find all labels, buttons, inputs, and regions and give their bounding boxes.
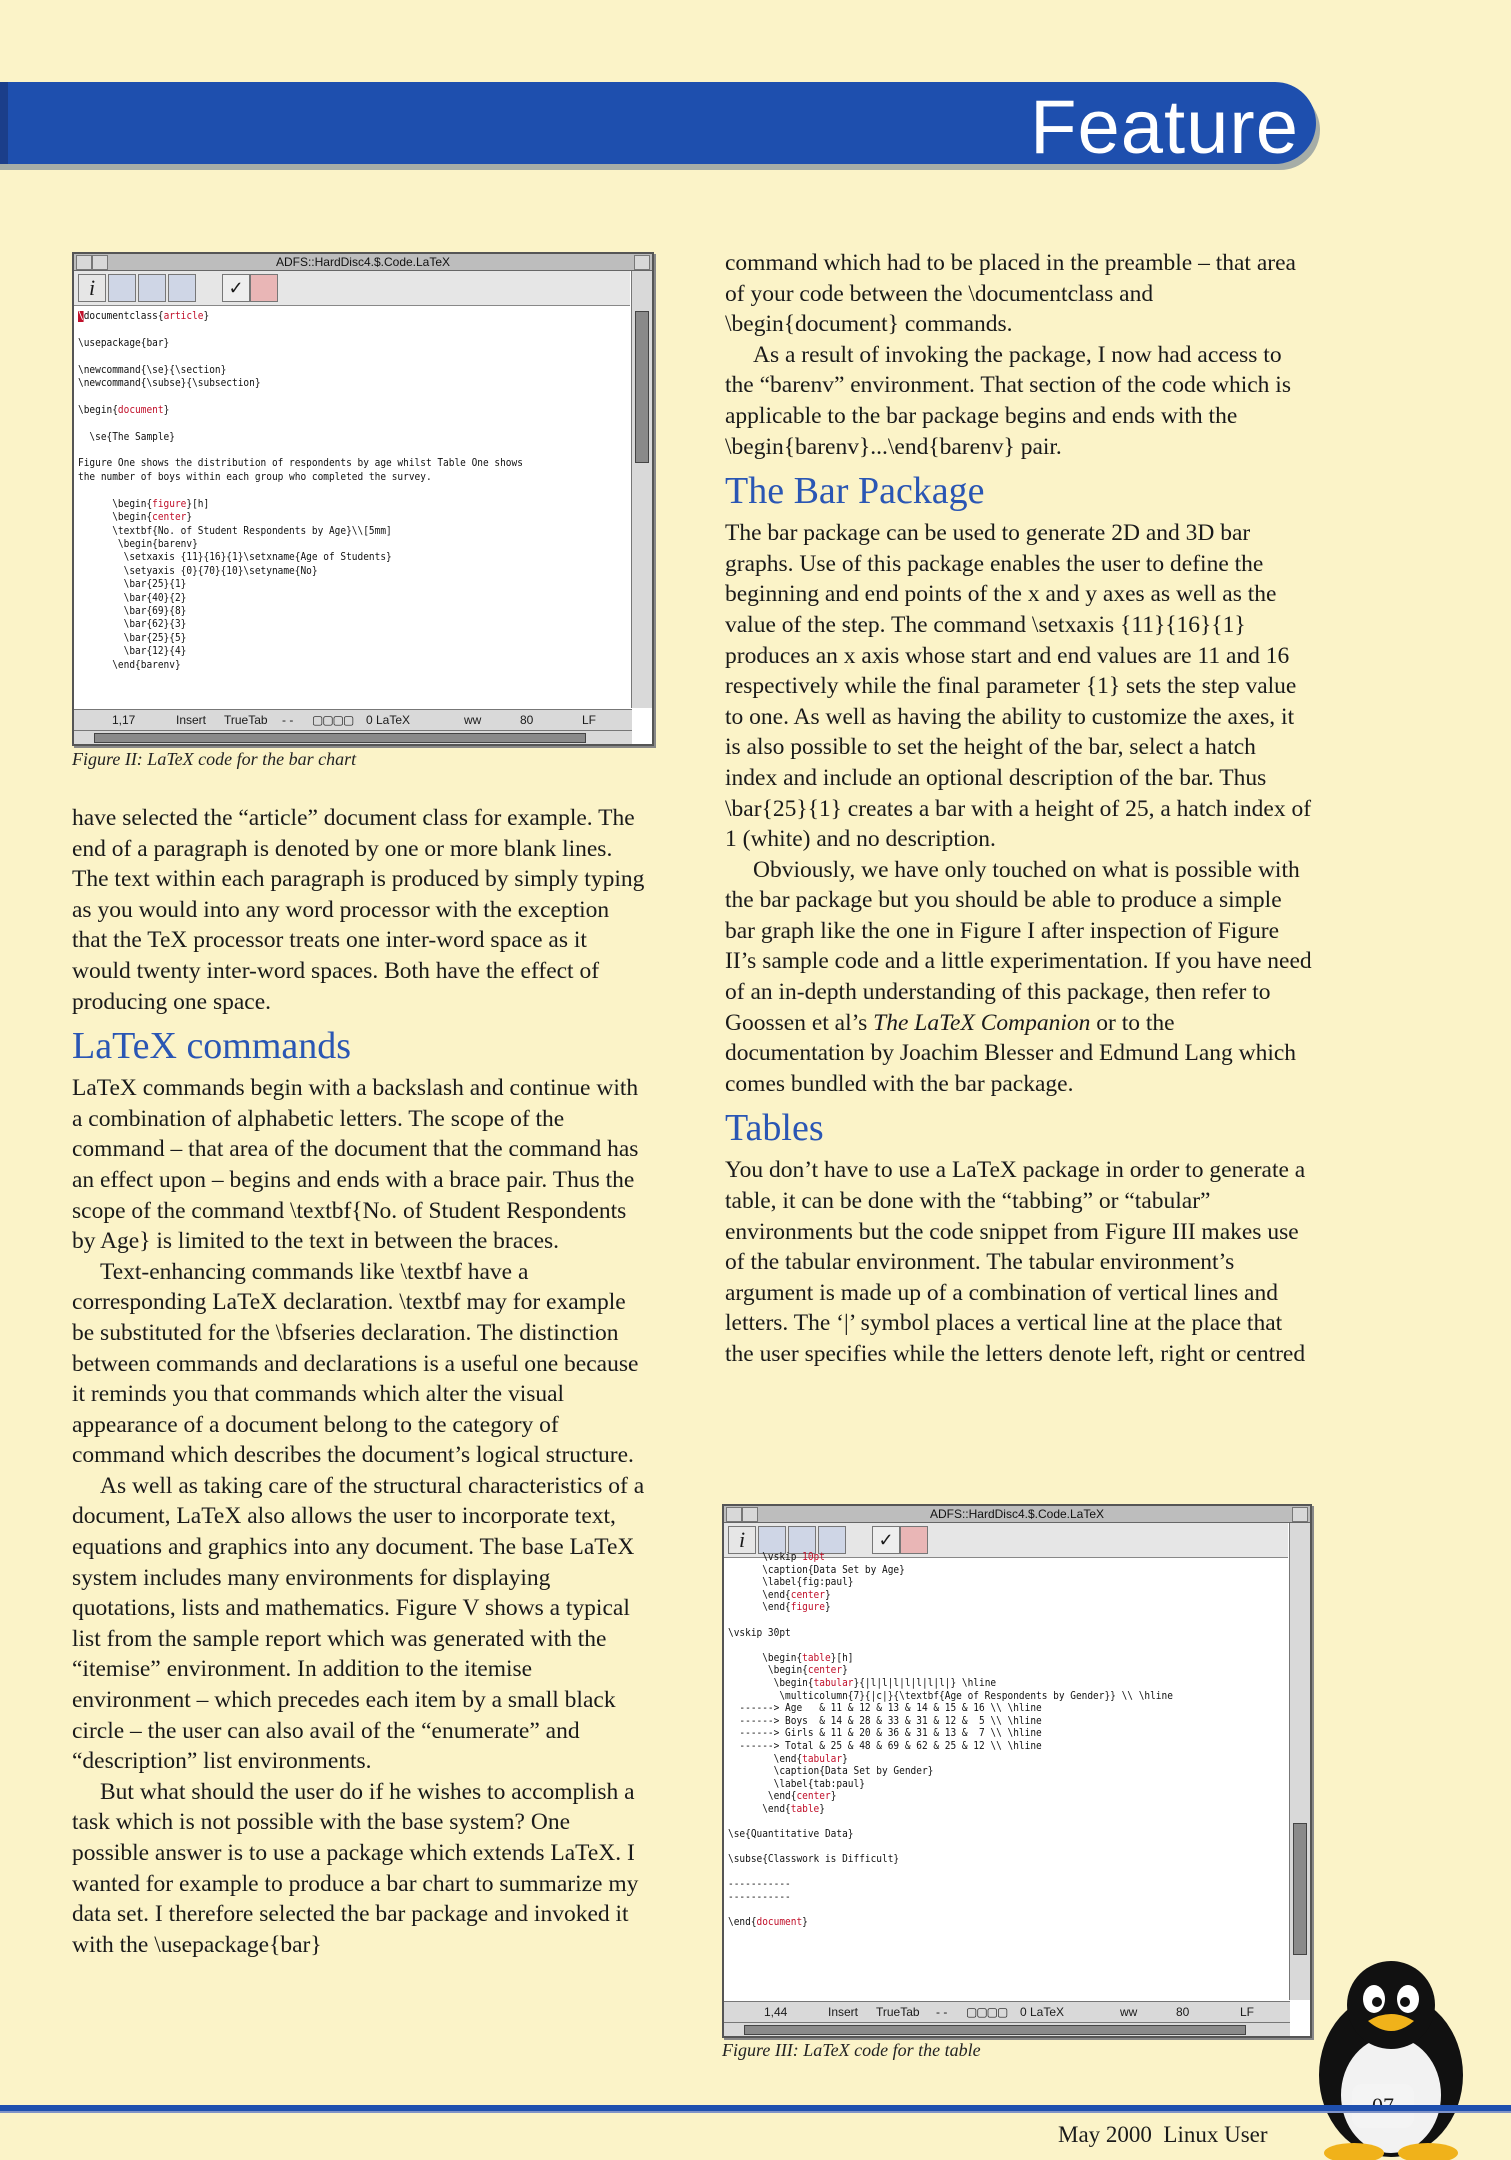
right-paragraph-5: You don’t have to use a LaTeX package in order to generate a table, it can be done with the “tabbing” or “tabular” environments but the code snippet from Figure III makes use of the tabular environment. The tabular environment’s argument is made up of a combination of vertical lines and letters. The ‘|’ symbol places a vertical line at the place that the user specifies while the letters denote left, right or centred xyxy=(725,1157,1306,1367)
right-paragraph-4 xyxy=(725,855,1313,1100)
left-column xyxy=(72,803,650,1960)
figure2-toolbar xyxy=(74,271,630,306)
left-paragraph-1: have selected the “article” document class for example. The end of a paragraph is denoted by one or more blank lines. The text within each paragraph is produced by simply typing as you would into any word processor with the exception that the TeX processor treats one inter-word space as it would twenty inter-word spaces. Both have the effect of producing one space. xyxy=(72,805,645,1015)
run-icon[interactable] xyxy=(900,1526,928,1554)
figure3-scroll-thumb[interactable] xyxy=(1293,1823,1307,1955)
status-line-col: 1,17 xyxy=(112,713,136,727)
issue-footer: May 2000 Linux User xyxy=(1058,2122,1268,2147)
footer-rule-thin xyxy=(0,2111,1511,2113)
figure3-caption: Figure III: LaTeX code for the table xyxy=(722,2040,981,2060)
status-filetype: 0 LaTeX xyxy=(1020,2005,1065,2019)
right-paragraph-4a: Obviously, we have only touched on what is possible with the bar package but you should be able to produce a simple bar graph like the one in Figure I after inspection of Figure II’s sample code and a little experimentation. If you have need of an in-depth understanding of this package, then refer to Goossen et al’s xyxy=(725,856,1312,1036)
heading-tables: Tables xyxy=(725,1107,824,1150)
save-icon[interactable] xyxy=(108,274,136,302)
left-paragraph-5: But what should the user do if he wishes to accomplish a task which is not possible with the base system? One possible answer is to use a package which extends LaTeX. I wanted for example to produce a bar chart to summarize my data set. I therefore selected the bar package and invoked it with the \usepackage{bar} xyxy=(72,1778,639,1958)
search-icon[interactable] xyxy=(788,1526,816,1554)
figure2-hscroll-thumb[interactable] xyxy=(94,733,586,743)
status-boxes-icon: ▢▢▢▢ xyxy=(966,2005,1008,2019)
figure2-caption: Figure II: LaTeX code for the bar chart xyxy=(72,749,357,769)
check-icon[interactable]: ✓ xyxy=(222,274,250,302)
book-title: The LaTeX Companion xyxy=(873,1009,1091,1036)
figure2-editor-window xyxy=(72,252,654,746)
status-width: 80 xyxy=(520,713,534,727)
left-paragraph-3: Text-enhancing commands like \textbf have a corresponding LaTeX declaration. \textbf may for example be substituted for the \bfseries declaration. The distinction between commands and declarations is a useful one because it reminds you that commands which alter the visual appearance of a document belong to the category of command which describes the document’s logical structure. xyxy=(72,1258,639,1469)
status-line-col: 1,44 xyxy=(764,2005,788,2019)
figure2-window-title: ADFS::HardDisc4.$.Code.LaTeX xyxy=(275,255,451,269)
status-tab: TrueTab xyxy=(224,713,268,727)
right-paragraph-2: As a result of invoking the package, I now had access to the “barenv” environment. That section of the code which is applicable to the bar package begins and ends with the \begin{barenv}...\end{barenv} pair. xyxy=(725,341,1291,460)
figure3-window-title: ADFS::HardDisc4.$.Code.LaTeX xyxy=(929,1507,1105,1521)
save-icon[interactable] xyxy=(758,1526,786,1554)
status-mode: Insert xyxy=(828,2005,859,2019)
status-mode: Insert xyxy=(176,713,207,727)
run-icon[interactable] xyxy=(250,274,278,302)
figure3-horizontal-scrollbar[interactable] xyxy=(724,2022,1290,2036)
right-paragraph-3: The bar package can be used to generate 2D and 3D bar graphs. Use of this package enables the user to define the beginning and end points of the x and y axes as well as the value of the step. The command \setxaxis {11}{16}{1} produces an x axis whose start and end values are 11 and 16 respectively while the final parameter {1} sets the step value to one. As well as having the ability to customize the axes, it is also possible to set the height of the bar, select a hatch index and include an optional description of the bar. Thus \bar{25}{1} creates a bar with a height of 25, a hatch index of 1 (white) and no description. xyxy=(725,520,1312,853)
right-paragraph-1: command which had to be placed in the preamble – that area of your code between the \documentclass and \begin{document} commands. xyxy=(725,250,1296,338)
close-icon[interactable] xyxy=(742,1507,758,1522)
banner-edge xyxy=(0,82,8,164)
section-title: Feature xyxy=(1030,85,1299,170)
figure3-code[interactable]: \vskip 10pt \caption{Data Set by Age} \label{fig:paul} \end{center} \end{figure} \vskip 30pt \begin{table}[h] \begin{center} \begin{tabular}{|l|l|l|l|l|l|l|} \hline \multicolumn{7}{|c|}{\textbf{Age of Respondents by Gender}} \\ \hline ------> Age & 11 & 12 & 13 & 14 & 15 & 16 \\ \hline ------> Boys & 14 & 28 & 33 & 31 & 12 & 5 \\ \hline ------> Girls & 11 & 20 & 36 & 31 & 13 & 7 \\ \hline ------> Total & 25 & 48 & 69 & 62 & 25 & 12 \\ \hline \end{tabular} \caption{Data Set by Gender} \label{tab:paul} \end{center} \end{table} \se{Quantitative Data} \subse{Classwork is Difficult} ----------- ----------- \end{document} xyxy=(728,1552,1173,1929)
toggle-size-icon[interactable] xyxy=(1292,1507,1308,1522)
status-dashes: - - xyxy=(936,2005,948,2019)
info-icon[interactable]: i xyxy=(728,1526,756,1554)
figure3-statusbar xyxy=(724,2001,1290,2022)
check-icon[interactable]: ✓ xyxy=(872,1526,900,1554)
figure3-editor-window xyxy=(722,1504,1312,2038)
search-icon[interactable] xyxy=(138,274,166,302)
heading-latex-commands: LaTeX commands xyxy=(72,1025,352,1068)
figure2-code[interactable]: \documentclass{article} \usepackage{bar} \newcommand{\se}{\section} \newcommand{\subse}{\subsection} \begin{document} \se{The Sample} Figure One shows the distribution of respondents by age whilst Table One shows the number of boys within each group who completed the survey. \begin{figure}[h] \begin{center} \textbf{No. of Student Respondents by Age}\\[5mm] \begin{barenv} \setxaxis {11}{16}{1}\setxname{Age of Students} \setyaxis {0}{70}{10}\setyname{No} \bar{25}{1} \bar{40}{2} \bar{69}{8} \bar{62}{3} \bar{25}{5} \bar{12}{4} \end{barenv} xyxy=(78,311,523,671)
back-icon[interactable] xyxy=(76,255,92,270)
status-boxes-icon: ▢▢▢▢ xyxy=(312,713,354,727)
status-wrap: ww xyxy=(1120,2005,1138,2019)
toggle-size-icon[interactable] xyxy=(634,255,650,270)
status-filetype: 0 LaTeX xyxy=(366,713,411,727)
figure2-statusbar xyxy=(74,709,632,730)
status-dashes: - - xyxy=(282,713,294,727)
back-icon[interactable] xyxy=(726,1507,742,1522)
figure3-vertical-scrollbar[interactable] xyxy=(1289,1523,1310,2000)
figure2-horizontal-scrollbar[interactable] xyxy=(74,730,632,744)
print-icon[interactable] xyxy=(818,1526,846,1554)
figure2-titlebar[interactable] xyxy=(74,254,652,271)
close-icon[interactable] xyxy=(92,255,108,270)
status-eol: LF xyxy=(1240,2005,1255,2019)
right-column xyxy=(725,248,1313,1370)
status-eol: LF xyxy=(582,713,597,727)
info-icon[interactable]: i xyxy=(78,274,106,302)
status-tab: TrueTab xyxy=(876,2005,920,2019)
left-paragraph-4: As well as taking care of the structural characteristics of a document, LaTeX also allows the user to incorporate text, equations and graphics into any document. The base LaTeX system includes many environments for displaying quotations, lists and mathematics. Figure V shows a typical list from the sample report which was generated with the “itemise” environment. In addition to the itemise environment – which precedes each item by a small black circle – the user can also avail of the “enumerate” and “description” list environments. xyxy=(72,1472,645,1775)
left-paragraph-2: LaTeX commands begin with a backslash and continue with a combination of alphabetic letters. The scope of the command – that area of the document that the command has an effect upon – begins and ends with a brace pair. Thus the scope of the command \textbf{No. of Student Respondents by Age} is limited to the text in between the braces. xyxy=(72,1075,639,1255)
tux-penguin-icon xyxy=(1306,1955,1476,2160)
status-width: 80 xyxy=(1176,2005,1190,2019)
status-wrap: ww xyxy=(464,713,482,727)
figure2-vertical-scrollbar[interactable] xyxy=(631,271,652,708)
figure3-titlebar[interactable] xyxy=(724,1506,1310,1523)
right-paragraph-4b: or to the documentation by Joachim Blesser and Edmund Lang which comes bundled with the bar package. xyxy=(725,1009,1297,1097)
print-icon[interactable] xyxy=(168,274,196,302)
figure3-hscroll-thumb[interactable] xyxy=(744,2025,1246,2035)
heading-bar-package: The Bar Package xyxy=(725,470,985,513)
figure2-scroll-thumb[interactable] xyxy=(635,311,649,463)
